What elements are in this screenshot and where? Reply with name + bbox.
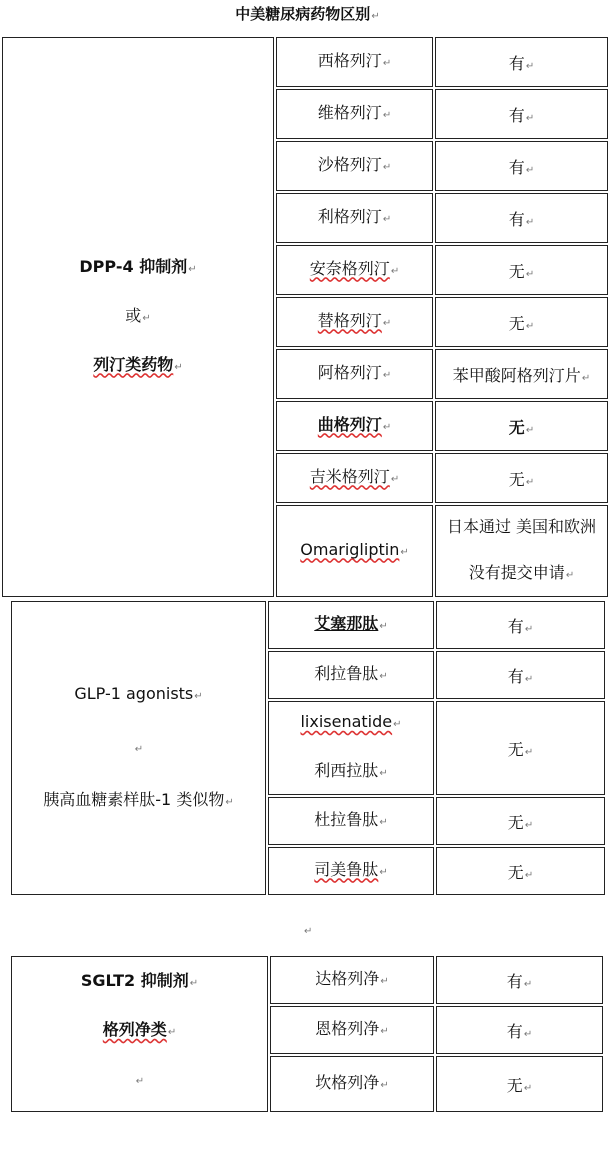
sglt2-table (9, 954, 605, 1114)
category-cell: SGLT2 抑制剂↵ 格列净类↵ ↵ (11, 956, 268, 1112)
drug-cell: 替格列汀↵ (276, 297, 433, 347)
status-cell: 有↵ (436, 601, 605, 649)
drug-cell: 利拉鲁肽↵ (268, 651, 434, 699)
status-cell: 无↵ (436, 847, 605, 895)
drug-cell: 吉米格列汀↵ (276, 453, 433, 503)
status-cell: 有↵ (435, 37, 608, 87)
status-cell: 有↵ (435, 89, 608, 139)
status-cell: 无↵ (436, 797, 605, 845)
drug-cell: 艾塞那肽↵ (268, 601, 434, 649)
status-cell: 无↵ (435, 297, 608, 347)
status-cell: 苯甲酸阿格列汀片↵ (435, 349, 608, 399)
drug-cell: 达格列净↵ (270, 956, 434, 1004)
status-cell: 有↵ (436, 1006, 603, 1054)
status-cell: 有↵ (435, 193, 608, 243)
drug-cell: 杜拉鲁肽↵ (268, 797, 434, 845)
drug-cell: 西格列汀↵ (276, 37, 433, 87)
status-cell: 无↵ (436, 701, 605, 795)
drug-cell: 沙格列汀↵ (276, 141, 433, 191)
drug-cell: lixisenatide↵ 利西拉肽↵ (268, 701, 434, 795)
category-cell: GLP-1 agonists↵ ↵ 胰高血糖素样肽-1 类似物↵ (11, 601, 266, 895)
drug-cell: 阿格列汀↵ (276, 349, 433, 399)
status-cell: 有↵ (436, 956, 603, 1004)
status-cell: 无↵ (435, 401, 608, 451)
dpp4-table (0, 35, 610, 599)
drug-cell: 恩格列净↵ (270, 1006, 434, 1054)
drug-cell: 安奈格列汀↵ (276, 245, 433, 295)
drug-cell: 利格列汀↵ (276, 193, 433, 243)
drug-cell: 维格列汀↵ (276, 89, 433, 139)
drug-cell: Omarigliptin↵ (276, 505, 433, 597)
drug-cell: 曲格列汀↵ (276, 401, 433, 451)
status-cell: 有↵ (436, 651, 605, 699)
status-cell: 无↵ (436, 1056, 603, 1112)
glp1-table (9, 599, 607, 897)
paragraph-mark: ↵ (304, 926, 313, 937)
drug-cell: 司美鲁肽↵ (268, 847, 434, 895)
status-cell: 无↵ (435, 245, 608, 295)
document-title: 中美糖尿病药物区别↵ (235, 5, 380, 23)
drug-cell: 坎格列净↵ (270, 1056, 434, 1112)
category-cell: DPP-4 抑制剂↵ 或↵ 列汀类药物↵ (2, 37, 274, 597)
status-cell: 日本通过 美国和欧洲 没有提交申请↵ (435, 505, 608, 597)
status-cell: 有↵ (435, 141, 608, 191)
status-cell: 无↵ (435, 453, 608, 503)
